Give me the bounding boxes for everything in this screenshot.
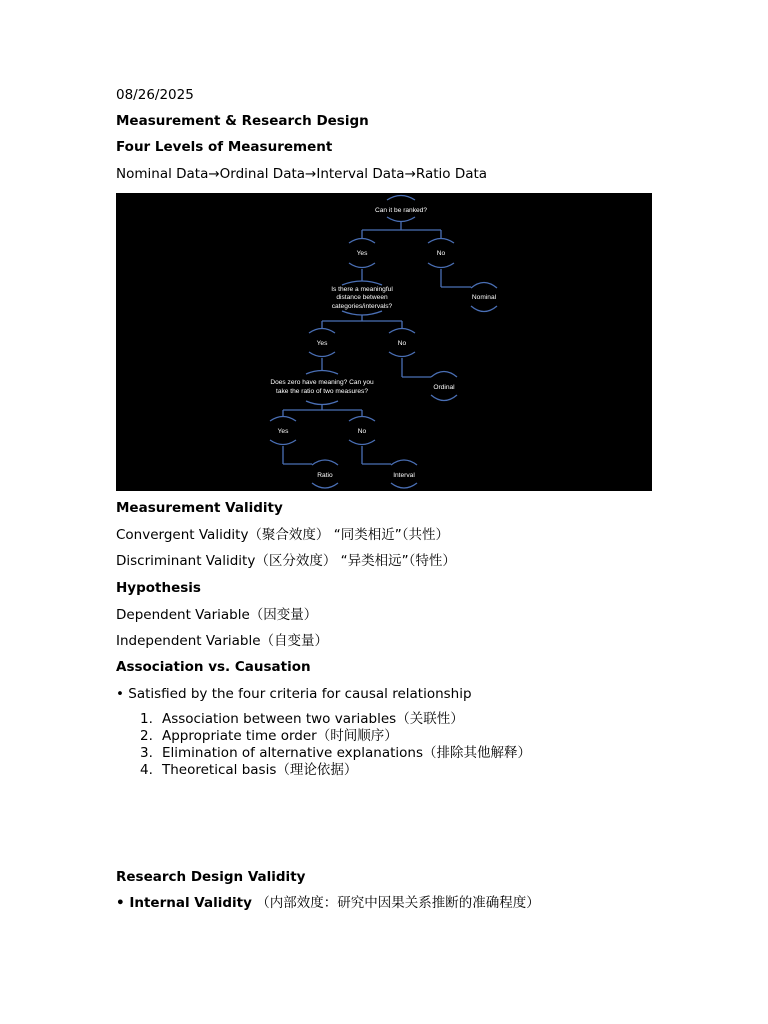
ordinal-label: Ordinal <box>433 384 455 391</box>
no1-label: No <box>436 250 446 257</box>
levels-line: Nominal Data→Ordinal Data→Interval Data→Ratio Data <box>116 166 488 182</box>
date-text: 08/26/2025 <box>116 87 194 103</box>
hypothesis-heading: Hypothesis <box>116 580 201 596</box>
list-item: 4. Theoretical basis（理论依据） <box>140 762 358 778</box>
independent-variable-text: Independent Variable（自变量） <box>116 633 329 649</box>
validity-heading: Measurement Validity <box>116 500 283 516</box>
internal-validity-line <box>116 894 540 912</box>
levels-heading: Four Levels of Measurement <box>116 139 333 155</box>
yes1-label: Yes <box>356 250 368 257</box>
association-heading: Association vs. Causation <box>116 659 311 675</box>
internal-validity-label: • Internal Validity <box>116 895 252 911</box>
yes2-label: Yes <box>316 340 328 347</box>
association-bullet: • Satisfied by the four criteria for causal relationship <box>116 686 472 702</box>
q3-line2: take the ratio of two measures? <box>276 388 368 395</box>
q3-line1: Does zero have meaning? Can you <box>270 379 374 386</box>
q1-arc-bottom <box>387 217 415 222</box>
list-item: 1. Association between two variables（关联性） <box>140 711 464 727</box>
design-validity-heading: Research Design Validity <box>116 869 306 885</box>
list-item: 3. Elimination of alternative explanations（排除其他解释） <box>140 745 531 761</box>
causal-criteria-list <box>140 711 531 779</box>
nominal-label: Nominal <box>471 294 497 301</box>
convergent-validity-text: Convergent Validity（聚合效度） “同类相近”（共性） <box>116 527 449 543</box>
doc-title: Measurement & Research Design <box>116 113 369 129</box>
discriminant-validity-text: Discriminant Validity（区分效度） “异类相远”（特性） <box>116 553 456 569</box>
q1-label: Can it be ranked? <box>374 207 428 214</box>
q2-line3: categories/intervals? <box>331 303 393 310</box>
list-item: 2. Appropriate time order（时间顺序） <box>140 728 398 744</box>
measurement-flowchart <box>116 193 652 491</box>
interval-label: Interval <box>393 472 415 479</box>
q1-arc-top <box>387 196 415 201</box>
no2-label: No <box>397 340 407 347</box>
q2-line1: Is there a meaningful <box>331 286 393 293</box>
no3-label: No <box>357 428 367 435</box>
ratio-label: Ratio <box>317 472 333 479</box>
internal-validity-desc: （内部效度：研究中因果关系推断的准确程度） <box>256 895 540 911</box>
yes3-label: Yes <box>277 428 289 435</box>
q2-line2: distance between <box>336 294 388 301</box>
dependent-variable-text: Dependent Variable（因变量） <box>116 607 318 623</box>
